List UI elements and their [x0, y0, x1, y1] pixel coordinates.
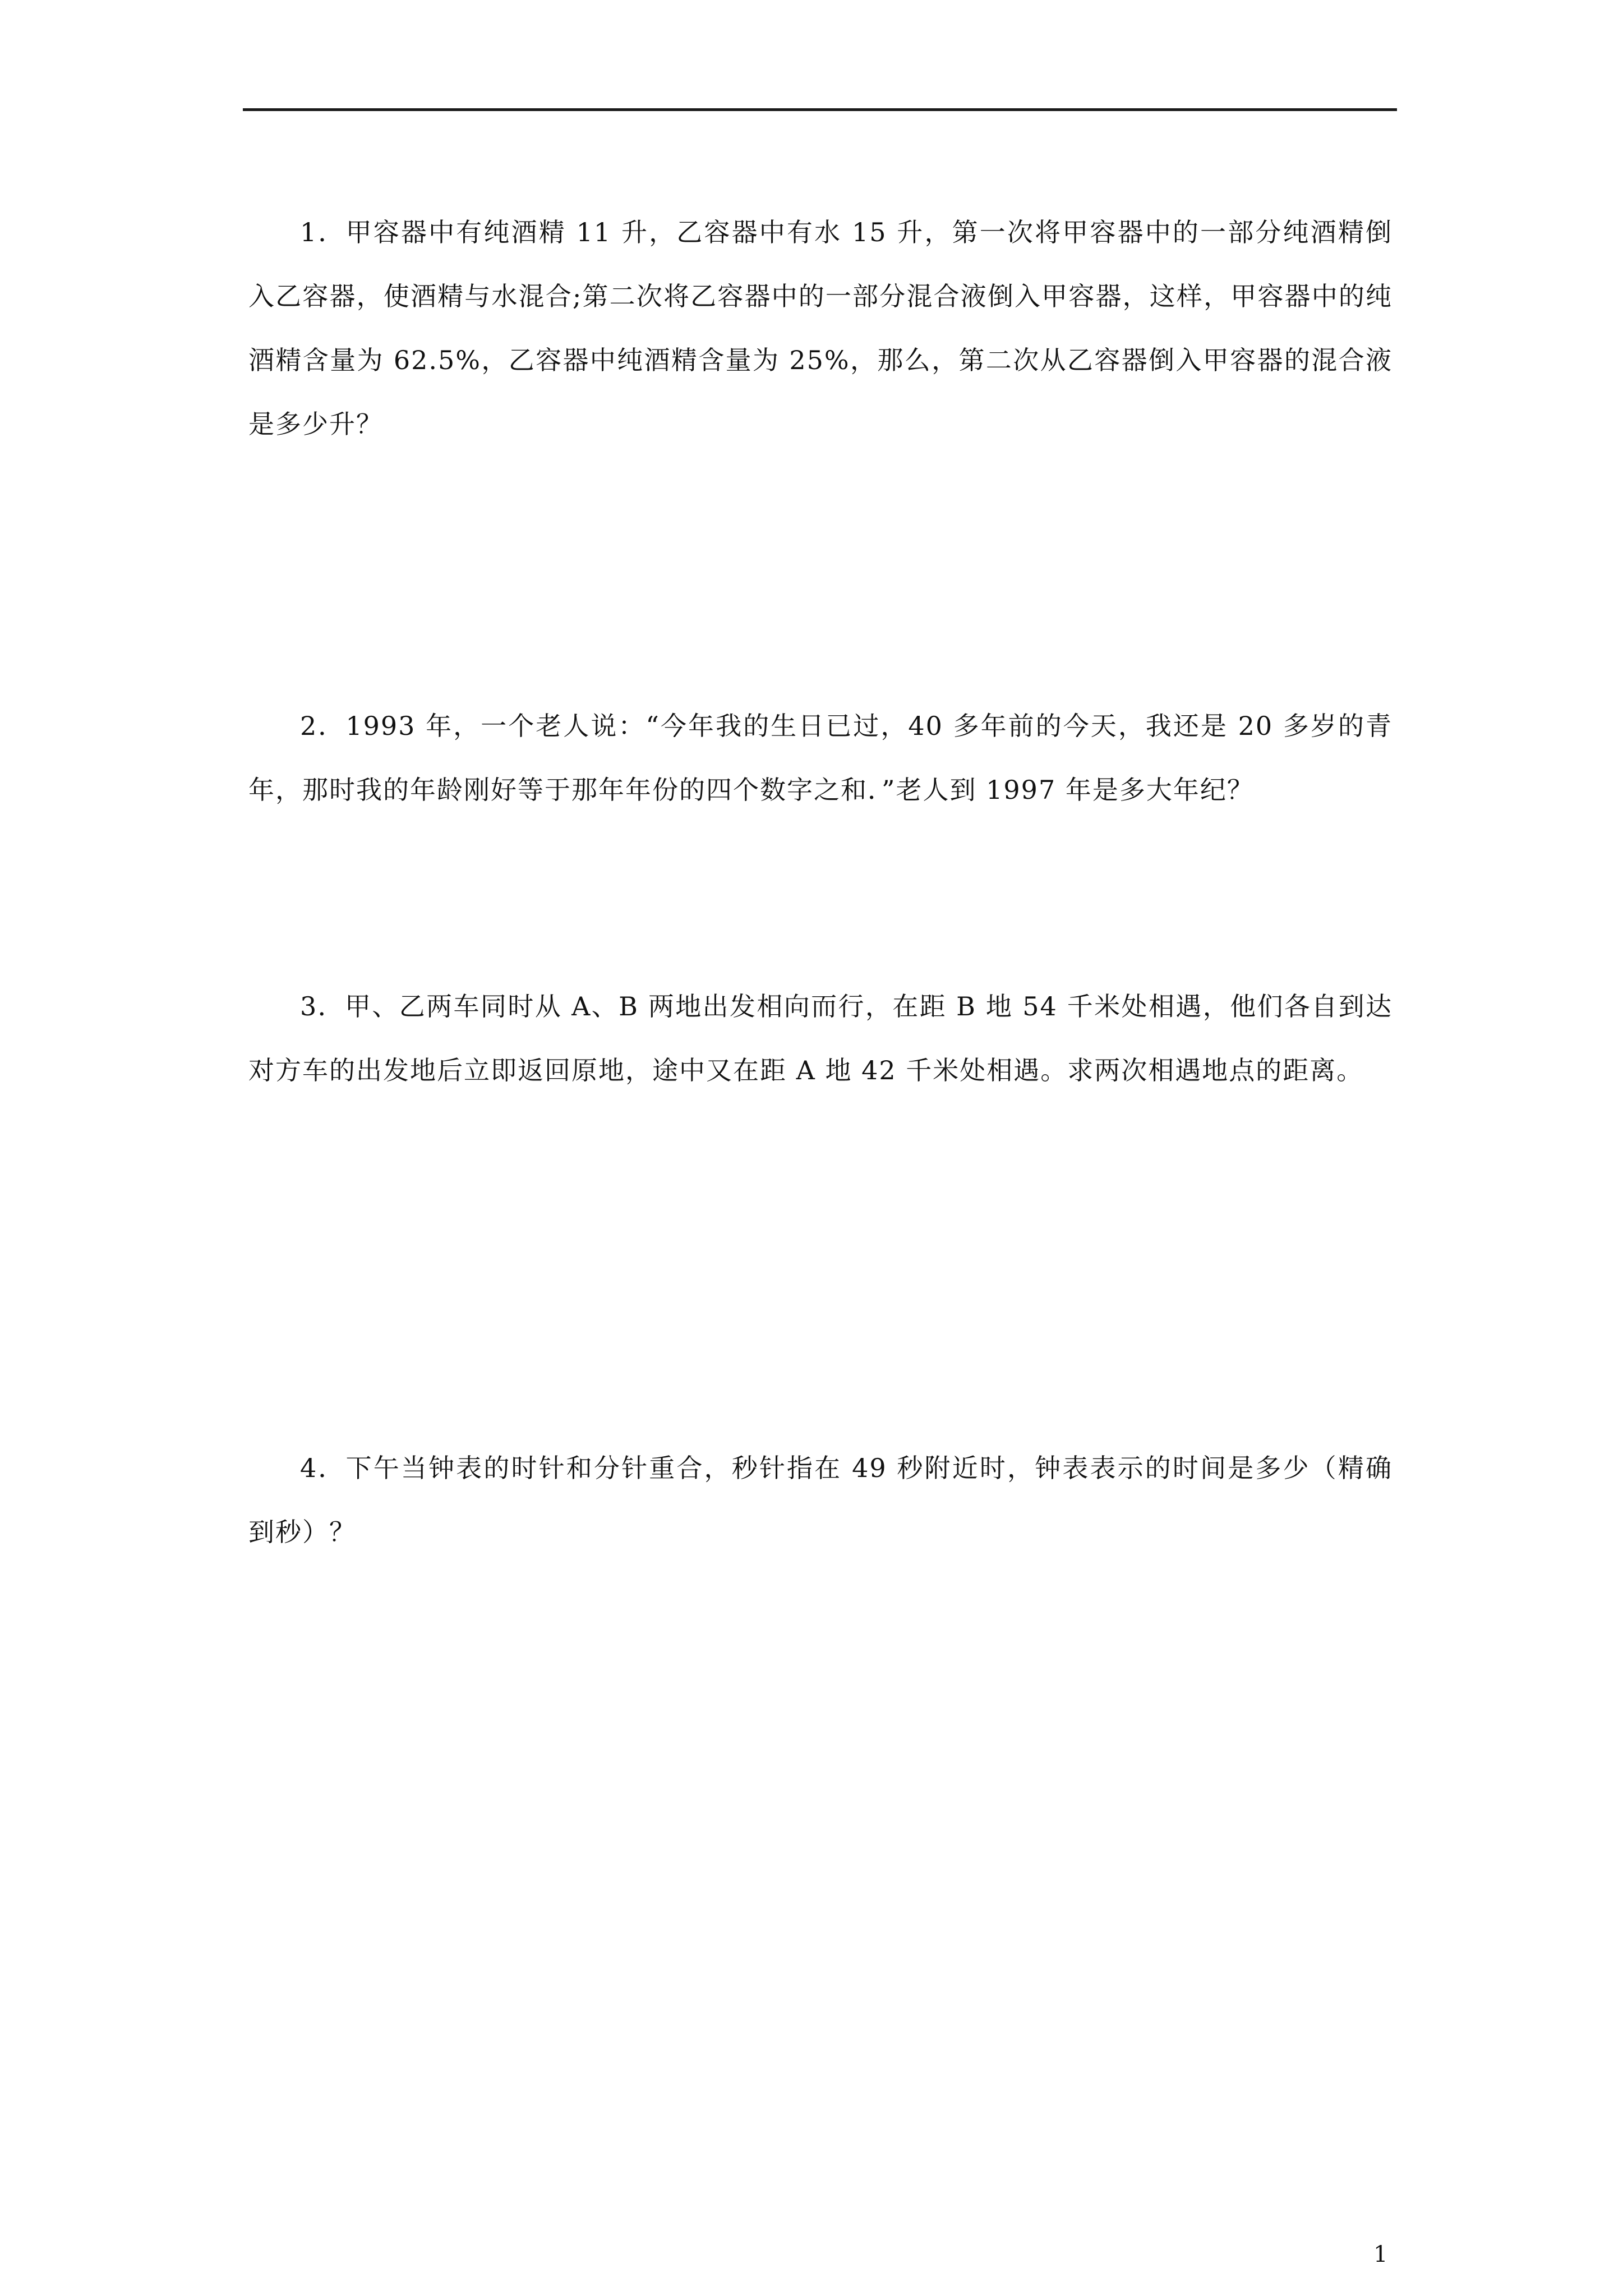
problem-2: [248, 694, 1393, 822]
problem-1-number: 1．: [300, 217, 346, 247]
problem-3-text: 甲、乙两车同时从 A、B 两地出发相向而行，在距 B 地 54 千米处相遇，他们各自到达对方车的出发地后立即返回原地，途中又在距 A 地 42 千米处相遇。求两次相遇地点的距离。: [248, 991, 1393, 1085]
problem-1-text: 甲容器中有纯酒精 11 升，乙容器中有水 15 升，第一次将甲容器中的一部分纯酒精倒入乙容器，使酒精与水混合;第二次将乙容器中的一部分混合液倒入甲容器，这样，甲容器中的纯酒精含量为 62.5%，乙容器中纯酒精含量为 25%，那么，第二次从乙容器倒入甲容器的混合液是多少升？: [248, 217, 1393, 439]
problem-3-number: 3．: [300, 991, 345, 1022]
problem-4: [248, 1436, 1393, 1564]
problem-1: [248, 200, 1393, 456]
problem-2-number: 2．: [300, 711, 346, 741]
problem-3: [248, 974, 1393, 1102]
page-number: 1: [1373, 2242, 1388, 2267]
problem-4-number: 4．: [300, 1453, 346, 1483]
problem-4-text: 下午当钟表的时针和分针重合，秒针指在 49 秒附近时，钟表表示的时间是多少（精确到秒）？: [248, 1453, 1393, 1547]
header-rule: [243, 108, 1397, 111]
problem-2-text: 1993 年，一个老人说：“今年我的生日已过，40 多年前的今天，我还是 20 多岁的青年，那时我的年龄刚好等于那年年份的四个数字之和．”老人到 1997 年是多大年纪？: [248, 711, 1393, 805]
